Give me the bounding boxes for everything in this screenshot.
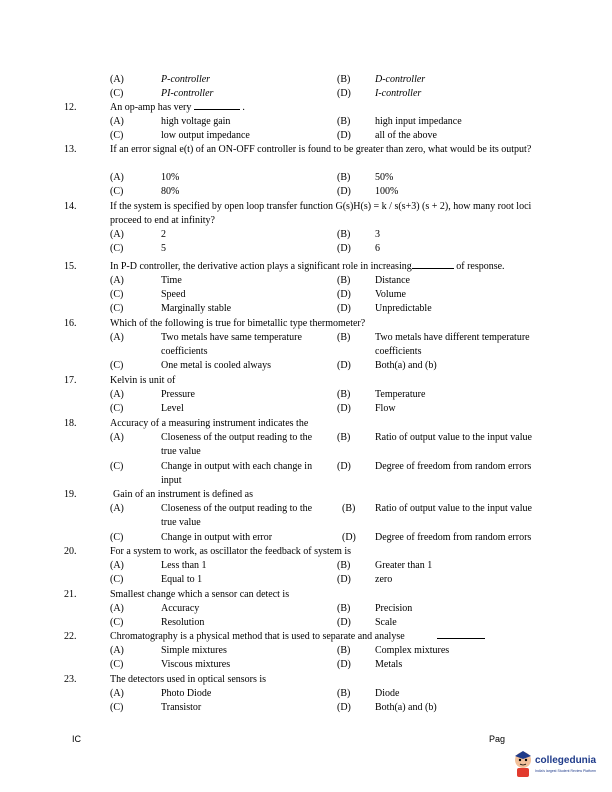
question-text: The detectors used in optical sensors is bbox=[110, 674, 267, 685]
collegedunia-logo bbox=[512, 748, 612, 788]
option-b: Distance bbox=[375, 275, 410, 286]
option-c: Viscous mixtures bbox=[161, 659, 231, 670]
option-label: (B) bbox=[337, 645, 351, 656]
option-d: zero bbox=[375, 574, 393, 585]
option-label: (C) bbox=[110, 617, 124, 628]
option-b: Complex mixtures bbox=[375, 645, 450, 656]
option-a: Photo Diode bbox=[161, 688, 212, 699]
option-label: (C) bbox=[110, 403, 124, 414]
option-b: Precision bbox=[375, 603, 413, 614]
option-label: (C) bbox=[110, 186, 124, 197]
option-b: Temperature bbox=[375, 389, 426, 400]
option-a: high voltage gain bbox=[161, 116, 231, 127]
option-d: Degree of freedom from random errors bbox=[375, 461, 532, 472]
option-label: (D) bbox=[337, 574, 351, 585]
option-b: Diode bbox=[375, 688, 400, 699]
question-text: In P-D controller, the derivative action plays a significant role in increasing of response. bbox=[110, 261, 505, 272]
option-a: Less than 1 bbox=[161, 560, 207, 571]
option-b: Two metals have different temperature coefficients bbox=[375, 332, 530, 357]
option-d: Both(a) and (b) bbox=[375, 360, 437, 371]
question-text: Gain of an instrument is defined as bbox=[113, 489, 253, 500]
option-c: Change in output with each change in input bbox=[161, 461, 313, 486]
option-label: (C) bbox=[110, 574, 124, 585]
option-label: (C) bbox=[110, 303, 124, 314]
option-label: (A) bbox=[110, 645, 124, 656]
option-b: 3 bbox=[375, 229, 380, 240]
option-label: (C) bbox=[110, 659, 124, 670]
option-c: low output impedance bbox=[161, 130, 250, 141]
option-d: Both(a) and (b) bbox=[375, 702, 437, 713]
option-a: Two metals have same temperature coefficients bbox=[161, 332, 302, 357]
question-number: 18. bbox=[64, 418, 77, 429]
option-label: (B) bbox=[337, 688, 351, 699]
option-label: (B) bbox=[337, 275, 351, 286]
option-label: (B) bbox=[337, 74, 351, 85]
question-number: 20. bbox=[64, 546, 77, 557]
option-c: PI-controller bbox=[161, 88, 214, 99]
option-label: (C) bbox=[110, 88, 124, 99]
option-label: (D) bbox=[337, 130, 351, 141]
option-d: Degree of freedom from random errors bbox=[375, 532, 532, 543]
question-number: 16. bbox=[64, 318, 77, 329]
option-c2: Marginally stable bbox=[161, 303, 232, 314]
question-text: Chromatography is a physical method that is used to separate and analyse bbox=[110, 630, 560, 644]
option-label: (A) bbox=[110, 503, 124, 514]
question-number: 23. bbox=[64, 674, 77, 685]
option-label: (A) bbox=[110, 332, 124, 343]
option-a: Closeness of the output reading to the true value bbox=[161, 432, 313, 457]
footer-page-number: Pag bbox=[489, 734, 506, 744]
question-text: Smallest change which a sensor can detect is bbox=[110, 589, 290, 600]
option-label: (D) bbox=[337, 186, 351, 197]
option-label: (D) bbox=[337, 702, 351, 713]
option-label: (C) bbox=[110, 289, 124, 300]
option-b: high input impedance bbox=[375, 116, 462, 127]
question-number: 22. bbox=[64, 631, 77, 642]
option-d: Scale bbox=[375, 617, 397, 628]
question-number: 13. bbox=[64, 144, 77, 155]
option-c: Change in output with error bbox=[161, 532, 273, 543]
option-c: Equal to 1 bbox=[161, 574, 203, 585]
option-d: Volume bbox=[375, 289, 406, 300]
option-label: (C) bbox=[110, 461, 124, 472]
option-label: (D) bbox=[337, 403, 351, 414]
option-d: Flow bbox=[375, 403, 396, 414]
option-a: 10% bbox=[161, 172, 180, 183]
option-label: (C) bbox=[110, 360, 124, 371]
option-label: (B) bbox=[337, 229, 351, 240]
option-label: (A) bbox=[110, 74, 124, 85]
option-label: (C) bbox=[110, 532, 124, 543]
option-label: (D) bbox=[337, 360, 351, 371]
question-text: An op-amp has very . bbox=[110, 102, 245, 113]
option-label: (D) bbox=[337, 88, 351, 99]
option-d: all of the above bbox=[375, 130, 437, 141]
option-label: (C) bbox=[110, 702, 124, 713]
option-c: Transistor bbox=[161, 702, 202, 713]
option-label: (A) bbox=[110, 116, 124, 127]
option-c: Speed bbox=[161, 289, 186, 300]
option-label: (A) bbox=[110, 560, 124, 571]
option-label: (C) bbox=[110, 130, 124, 141]
option-a: Accuracy bbox=[161, 603, 200, 614]
option-b: D-controller bbox=[375, 74, 426, 85]
option-label: (B) bbox=[337, 560, 351, 571]
option-c: Resolution bbox=[161, 617, 205, 628]
question-text: For a system to work, as oscillator the feedback of system is bbox=[110, 546, 352, 557]
option-label: (A) bbox=[110, 432, 124, 443]
question-number: 15. bbox=[64, 261, 77, 272]
logo-tagline: India's largest Student Review Platform bbox=[535, 769, 596, 773]
question-text: Accuracy of a measuring instrument indicates the bbox=[110, 418, 309, 429]
option-b: Ratio of output value to the input value bbox=[375, 432, 532, 443]
question-text: Which of the following is true for bimetallic type thermometer? bbox=[110, 318, 366, 329]
option-b: 50% bbox=[375, 172, 394, 183]
option-c: 80% bbox=[161, 186, 180, 197]
option-label: (D) bbox=[337, 461, 351, 472]
question-number: 14. bbox=[64, 201, 77, 212]
question-number: 12. bbox=[64, 102, 77, 113]
option-label: (D) bbox=[337, 289, 351, 300]
option-a: Pressure bbox=[161, 389, 195, 400]
question-number: 21. bbox=[64, 589, 77, 600]
option-b: Greater than 1 bbox=[375, 560, 433, 571]
option-a: 2 bbox=[161, 229, 166, 240]
option-label: (D) bbox=[337, 243, 351, 254]
option-c: 5 bbox=[161, 243, 166, 254]
option-label: (A) bbox=[110, 275, 124, 286]
option-label: (B) bbox=[337, 172, 351, 183]
option-label: (A) bbox=[110, 688, 124, 699]
footer-subject-code: IC bbox=[72, 734, 81, 744]
option-label: (A) bbox=[110, 172, 124, 183]
option-label: (D) bbox=[337, 617, 351, 628]
option-d: 6 bbox=[375, 243, 380, 254]
option-a: P-controller bbox=[161, 74, 211, 85]
option-label: (B) bbox=[337, 603, 351, 614]
option-label: (C) bbox=[110, 243, 124, 254]
option-a: Closeness of the output reading to the true value bbox=[161, 503, 313, 528]
option-label: (B) bbox=[337, 432, 351, 443]
option-label: (D) bbox=[337, 659, 351, 670]
option-c: One metal is cooled always bbox=[161, 360, 271, 371]
option-b: Ratio of output value to the input value bbox=[375, 503, 532, 514]
option-label: (B) bbox=[337, 332, 351, 343]
option-d2: Unpredictable bbox=[375, 303, 432, 314]
logo-name: collegedunia bbox=[535, 755, 597, 766]
question-number: 19. bbox=[64, 489, 77, 500]
question-text: If an error signal e(t) of an ON-OFF controller is found to be greater than zero, what would be its output? bbox=[110, 144, 532, 155]
question-text: If the system is specified by open loop transfer function G(s)H(s) = k / s(s+3) (s + 2), how many root loci proceed to end at infinity? bbox=[110, 201, 532, 226]
option-label: (D) bbox=[337, 303, 351, 314]
option-d: 100% bbox=[375, 186, 399, 197]
option-d: I-controller bbox=[375, 88, 422, 99]
option-c: Level bbox=[161, 403, 184, 414]
option-a: Time bbox=[161, 275, 182, 286]
option-label: (B) bbox=[342, 503, 356, 514]
option-d: Metals bbox=[375, 659, 403, 670]
option-a: Simple mixtures bbox=[161, 645, 227, 656]
option-label: (A) bbox=[110, 603, 124, 614]
question-number: 17. bbox=[64, 375, 77, 386]
option-label: (A) bbox=[110, 229, 124, 240]
option-label: (B) bbox=[337, 389, 351, 400]
option-label: (A) bbox=[110, 389, 124, 400]
option-label: (B) bbox=[337, 116, 351, 127]
option-label: (D) bbox=[342, 532, 356, 543]
question-text: Kelvin is unit of bbox=[110, 375, 176, 386]
mascot-icon bbox=[512, 748, 534, 778]
